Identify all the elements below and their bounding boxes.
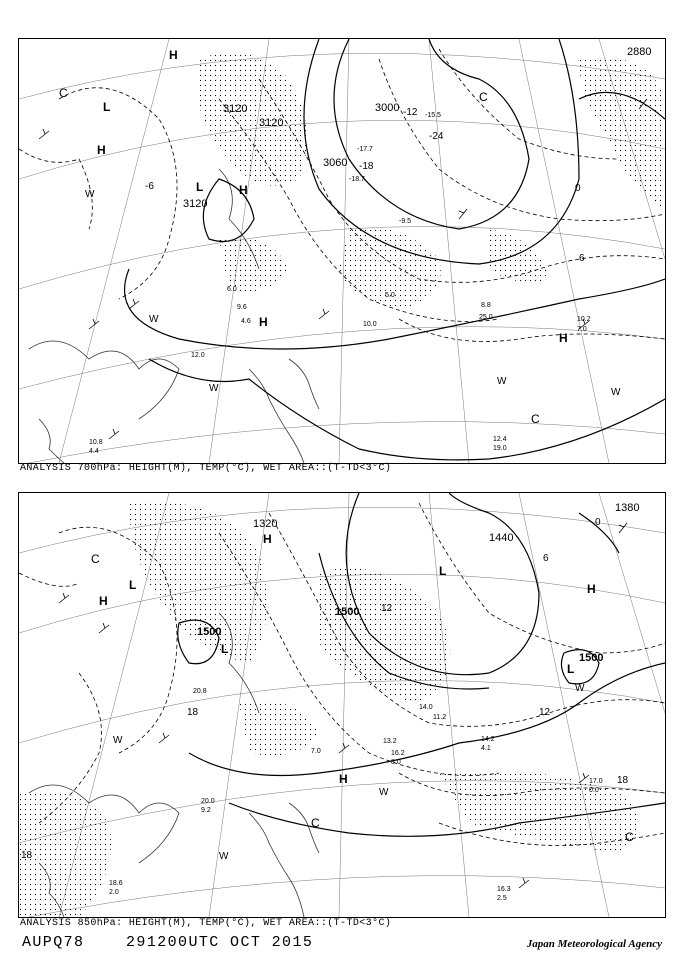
station-value: 8.0 <box>391 759 401 766</box>
station-value: 12.0 <box>191 352 205 359</box>
center-label: H <box>99 594 108 608</box>
height-label: 3120 <box>259 117 284 129</box>
station-value: -15.5 <box>425 112 441 119</box>
center-label: L <box>103 100 111 114</box>
isotherm-label: W <box>113 735 123 746</box>
map-850hpa-canvas <box>19 493 665 917</box>
station-value: 7.0 <box>311 748 321 755</box>
station-value: 5.0 <box>385 292 395 299</box>
station-value: 6.0 <box>227 286 237 293</box>
center-label: H <box>559 331 568 345</box>
station-value: 12.4 <box>493 436 507 443</box>
station-value: 25.0 <box>479 314 493 321</box>
center-label: C <box>311 816 320 830</box>
station-value: 9.2 <box>201 807 211 814</box>
station-value: 14.0 <box>419 704 433 711</box>
isotherms <box>19 49 665 342</box>
center-label: H <box>587 582 596 596</box>
isotherm-label: 12 <box>539 707 551 718</box>
center-label: H <box>339 772 348 786</box>
isotherm-label: W <box>497 376 507 387</box>
isotherm-label: W <box>219 851 229 862</box>
chart-footer <box>22 934 662 956</box>
station-value: 19.0 <box>493 445 507 452</box>
center-label: H <box>239 183 248 197</box>
station-value: 9.6 <box>237 304 247 311</box>
station-value: 2.5 <box>497 895 507 902</box>
station-value: 20.0 <box>201 798 215 805</box>
chart-id <box>22 934 313 951</box>
height-label: 3120 <box>223 103 248 115</box>
isotherm-label: 18 <box>21 850 33 861</box>
station-value: 4.6 <box>241 318 251 325</box>
graticule <box>19 493 665 917</box>
isotherm-label: 18 <box>187 707 199 718</box>
station-value: 8.8 <box>481 302 491 309</box>
station-value: 17.0 <box>589 778 603 785</box>
isotherm-label: W <box>575 683 585 694</box>
coastlines <box>29 169 319 463</box>
station-value: 20.8 <box>193 688 207 695</box>
station-value: 10.0 <box>363 321 377 328</box>
isotherm-label: 12 <box>381 603 393 614</box>
station-value: 13.2 <box>383 738 397 745</box>
center-label: C <box>625 830 634 844</box>
center-label: L <box>221 642 229 656</box>
isotherm-label: W <box>379 787 389 798</box>
isotherm-label: -24 <box>429 131 444 142</box>
map-700hpa-canvas <box>19 39 665 463</box>
isotherm-label: W <box>85 189 95 200</box>
agency-name: Japan Meteorological Agency <box>526 938 662 950</box>
isotherm-label: -12 <box>403 107 418 118</box>
center-label: H <box>263 532 272 546</box>
graticule <box>19 39 665 463</box>
center-label: H <box>97 143 106 157</box>
station-value: 16.2 <box>391 750 405 757</box>
height-label: 1320 <box>253 518 278 530</box>
center-label: C <box>479 90 488 104</box>
map-850hpa <box>18 492 666 918</box>
station-value: 4.1 <box>481 745 491 752</box>
isotherm-label: W <box>611 387 621 398</box>
center-label: H <box>169 48 178 62</box>
height-label: 1500 <box>579 652 604 664</box>
station-value: 16.3 <box>497 886 511 893</box>
isotherm-label: 6 <box>543 553 549 564</box>
height-label: 3120 <box>183 198 208 210</box>
caption-700hpa: ANALYSIS 700hPa: HEIGHT(M), TEMP(°C), WET AREA::(T-TD<3°C) <box>20 463 392 474</box>
center-label: H <box>259 315 268 329</box>
station-value: 14.2 <box>481 736 495 743</box>
station-value: 18.6 <box>109 880 123 887</box>
isotherm-label: 18 <box>617 775 629 786</box>
chart-code: AUPQ78 <box>22 934 85 951</box>
station-value: -9.5 <box>399 218 412 225</box>
height-label: 3000 <box>375 102 400 114</box>
station-value: 2.0 <box>109 889 119 896</box>
station-value: 0.0 <box>589 787 599 794</box>
station-value: -17.7 <box>357 146 373 153</box>
station-value: 4.4 <box>89 448 99 455</box>
center-label: L <box>196 180 204 194</box>
station-value: 11.2 <box>433 714 447 721</box>
isotherm-label: 0 <box>595 517 601 528</box>
center-label: L <box>567 662 575 676</box>
isotherm-label: -6 <box>145 181 154 192</box>
isotherm-label: 6 <box>579 253 585 264</box>
station-value: 10.8 <box>89 439 103 446</box>
isotherm-label: -18 <box>359 161 374 172</box>
center-label: C <box>91 552 100 566</box>
height-label: 1380 <box>615 502 640 514</box>
height-label: 1500 <box>335 606 360 618</box>
station-value: -18.7 <box>349 176 365 183</box>
height-label: 1440 <box>489 532 514 544</box>
station-value: 10.2 <box>577 316 591 323</box>
height-label: 3060 <box>323 157 348 169</box>
center-label: L <box>129 578 137 592</box>
valid-time: 291200UTC OCT 2015 <box>126 934 314 951</box>
center-label: L <box>439 564 447 578</box>
map-700hpa <box>18 38 666 464</box>
isotherm-label: 0 <box>575 183 581 194</box>
height-label: 1500 <box>197 626 222 638</box>
caption-850hpa: ANALYSIS 850hPa: HEIGHT(M), TEMP(°C), WET AREA::(T-TD<3°C) <box>20 918 392 929</box>
isotherm-label: W <box>149 314 159 325</box>
height-label: 2880 <box>627 46 652 58</box>
station-value: 7.0 <box>577 326 587 333</box>
center-label: C <box>531 412 540 426</box>
isotherm-label: W <box>209 383 219 394</box>
center-label: C <box>59 86 68 100</box>
